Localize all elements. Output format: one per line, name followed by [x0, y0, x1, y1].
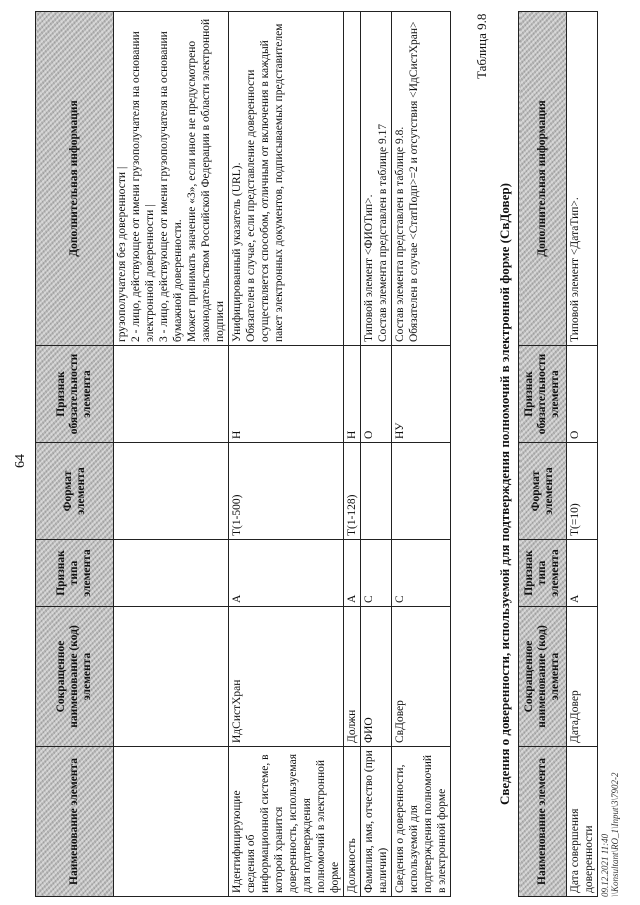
cell-name: Дата совершения доверенности: [567, 747, 598, 897]
table-row: [229, 12, 344, 897]
cell-type: А: [229, 540, 344, 607]
cell-name: Должность: [344, 747, 361, 897]
cell-type: С: [361, 540, 392, 607]
cell-code: ДатаДовер: [567, 607, 598, 747]
table-row: [114, 12, 229, 897]
header-element-required: Признак обязательности элемента: [36, 346, 114, 443]
page-number: 64: [13, 454, 28, 468]
cell-info: Состав элемента представлен в таблице 9.8. Обязателен в случае <СтатПодп>=2 и отсутствия <ИдСистХран>: [392, 12, 451, 346]
table-row: [567, 12, 598, 897]
cell-code: Должн: [344, 607, 361, 747]
stamp-date: 09.12.2021 11:40: [600, 833, 610, 897]
cell-format: [361, 443, 392, 540]
cell-info: Типовой элемент <ДатаТип>.: [567, 12, 598, 346]
header-element-type: Признак типа элемента: [36, 540, 114, 607]
header-element-required: Признак обязательности элемента: [519, 346, 567, 443]
header-element-code: Сокращенное наименование (код) элемента: [519, 607, 567, 747]
header-element-info: Дополнительная информация: [36, 12, 114, 346]
table-row: [392, 12, 451, 897]
cell-format: T(=10): [567, 443, 598, 540]
cell-format: T(1-500): [229, 443, 344, 540]
cell-info: Типовой элемент <ФИОТип>. Состав элемента представлен в таблице 9.17: [361, 12, 392, 346]
cell-type: А: [344, 540, 361, 607]
header-element-type: Признак типа элемента: [519, 540, 567, 607]
cell-code: СвДовер: [392, 607, 451, 747]
cell-code: ИдСистХран: [229, 607, 344, 747]
power-of-attorney-table: [518, 11, 598, 897]
cell-required: О: [567, 346, 598, 443]
cell-type: С: [392, 540, 451, 607]
table-number: Таблица 9.8: [474, 13, 489, 79]
table1-header-row: [36, 12, 114, 897]
section-title: Сведения о доверенности, используемой для подтверждения полномочий в электронной форме (СвДовер): [497, 183, 512, 805]
cell-required: О: [361, 346, 392, 443]
cell-format: T(1-128): [344, 443, 361, 540]
stamp-path: \\Konsultant\RO_1\Input\3\7902-2: [610, 772, 620, 897]
cell-info: [344, 12, 361, 346]
table-row: [361, 12, 392, 897]
cell-type: А: [567, 540, 598, 607]
print-stamp: [600, 772, 620, 897]
cell-format: [392, 443, 451, 540]
table-row: [344, 12, 361, 897]
header-element-format: Формат элемента: [36, 443, 114, 540]
header-element-name: Наименование элемента: [36, 747, 114, 897]
header-element-code: Сокращенное наименование (код) элемента: [36, 607, 114, 747]
header-element-info: Дополнительная информация: [519, 12, 567, 346]
cell-format: [114, 443, 229, 540]
header-element-format: Формат элемента: [519, 443, 567, 540]
cell-name: Фамилия, имя, отчество (при наличии): [361, 747, 392, 897]
cell-required: НУ: [392, 346, 451, 443]
table2-header-row: [519, 12, 567, 897]
cell-required: Н: [229, 346, 344, 443]
elements-table-continued: [35, 11, 451, 897]
cell-type: [114, 540, 229, 607]
cell-required: Н: [344, 346, 361, 443]
header-element-name: Наименование элемента: [519, 747, 567, 897]
cell-name: Сведения о доверенности, используемой для подтверждения полномочий в электронной форме: [392, 747, 451, 897]
cell-code: ФИО: [361, 607, 392, 747]
cell-code: [114, 607, 229, 747]
cell-name: Идентифицирующие сведения об информационной системе, в которой хранится доверенность, используемая для подтверждения полномочий в электронной форме: [229, 747, 344, 897]
cell-name: [114, 747, 229, 897]
cell-info: Унифицированный указатель (URL). Обязателен в случае, если представление доверенности осуществляется способом, отличным от включения в каждый пакет электронных документов, подписываемых представителем: [229, 12, 344, 346]
cell-required: [114, 346, 229, 443]
cell-info: грузополучателя без доверенности | 2 - лицо, действующее от имени грузополучателя на основании электронной доверенности | 3 - лицо, действующее от имени грузополучателя на основании бумажной доверенности. Может принимать значение «3», если иное не предусмотрено законодательством Российской Федерации в области электронной подписи: [114, 12, 229, 346]
